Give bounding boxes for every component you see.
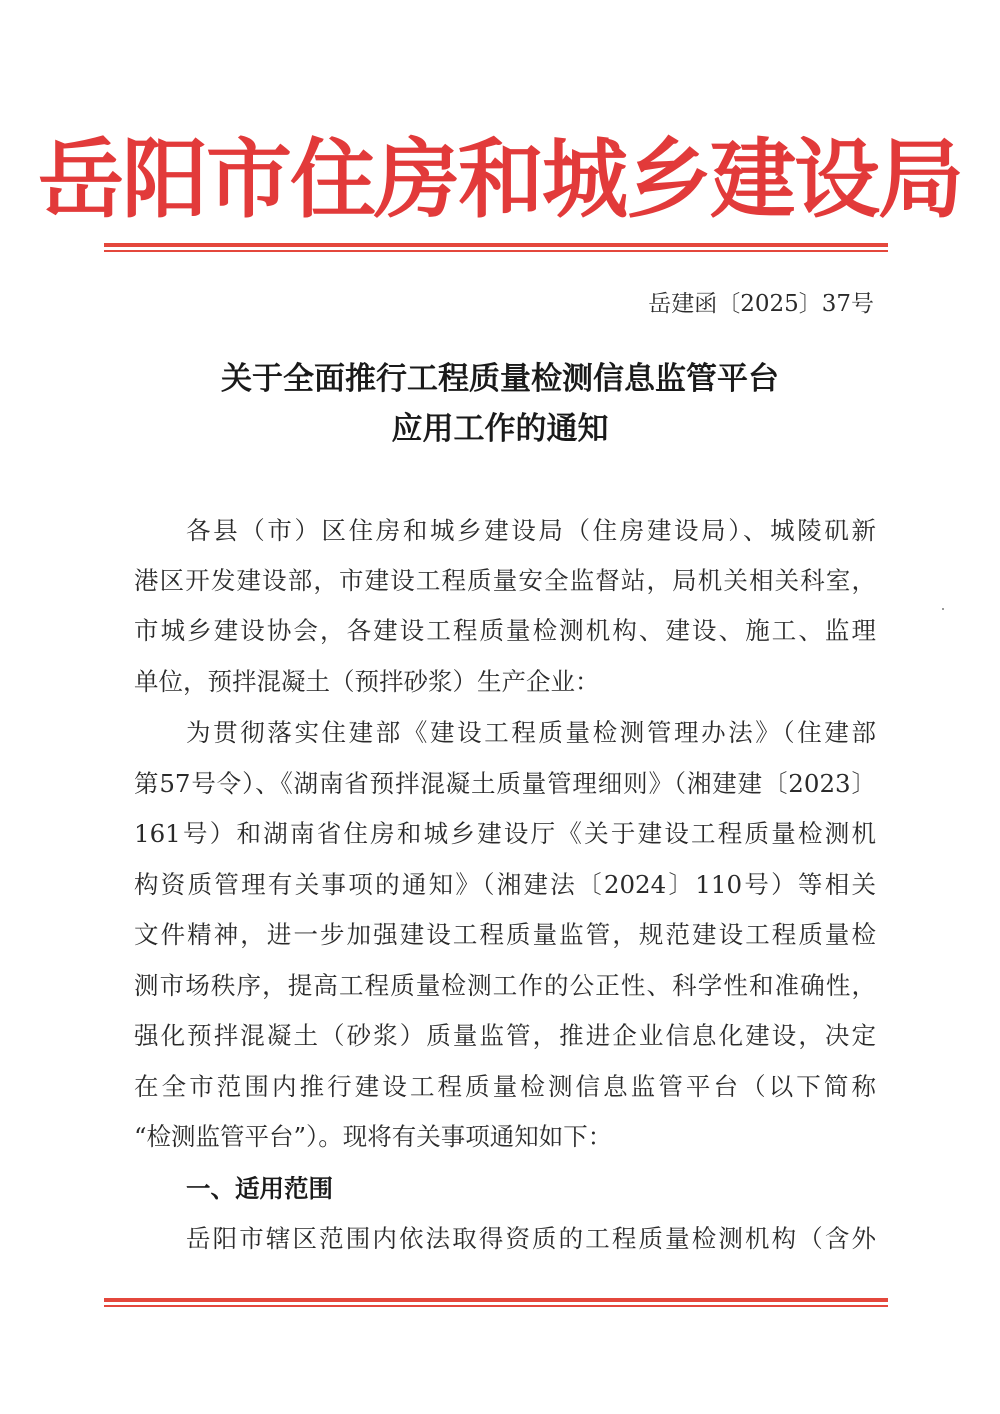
paragraph-line: 测市场秩序，提高工程质量检测工作的公正性、科学性和准确性， xyxy=(134,971,876,1000)
scan-speck xyxy=(942,608,944,610)
addressee-line: 市城乡建设协会，各建设工程质量检测机构、建设、施工、监理 xyxy=(134,616,876,645)
paragraph-line: 文件精神，进一步加强建设工程质量监管，规范建设工程质量检 xyxy=(134,920,876,949)
issuer-title: 岳阳市住房和城乡建设局 xyxy=(38,129,962,230)
footer-rule-thin xyxy=(104,1305,888,1307)
paragraph-line: “检测监管平台”）。现将有关事项通知如下： xyxy=(134,1122,613,1151)
paragraph-line: 第57号令）、《湖南省预拌混凝土质量管理细则》（湘建建〔2023〕 xyxy=(134,769,876,798)
header-rule-thin xyxy=(104,250,888,252)
addressee-line: 各县（市）区住房和城乡建设局（住房建设局）、城陵矶新 xyxy=(186,516,876,545)
document-title-line-1: 关于全面推行工程质量检测信息监管平台 xyxy=(221,361,779,397)
footer-rule-thick xyxy=(104,1298,888,1302)
document-number: 岳建函〔2025〕37号 xyxy=(648,291,874,317)
paragraph-line: 构资质管理有关事项的通知》（湘建法〔2024〕110号）等相关 xyxy=(134,870,876,899)
addressee-line: 单位，预拌混凝土（预拌砂浆）生产企业： xyxy=(134,667,600,696)
document-title-line-2: 应用工作的通知 xyxy=(391,411,609,447)
paragraph-line: 岳阳市辖区范围内依法取得资质的工程质量检测机构（含外 xyxy=(186,1224,876,1253)
paragraph-line: 强化预拌混凝土（砂浆）质量监管，推进企业信息化建设，决定 xyxy=(134,1021,876,1050)
addressee-line: 港区开发建设部，市建设工程质量安全监督站，局机关相关科室， xyxy=(134,566,876,595)
paragraph-line: 在全市范围内推行建设工程质量检测信息监管平台（以下简称 xyxy=(134,1072,876,1101)
paragraph-line: 161号）和湖南省住房和城乡建设厅《关于建设工程质量检测机 xyxy=(134,819,876,848)
header-rule-thick xyxy=(104,243,888,247)
paragraph-line: 为贯彻落实住建部《建设工程质量检测管理办法》（住建部 xyxy=(186,718,876,747)
section-heading: 一、适用范围 xyxy=(186,1174,333,1203)
